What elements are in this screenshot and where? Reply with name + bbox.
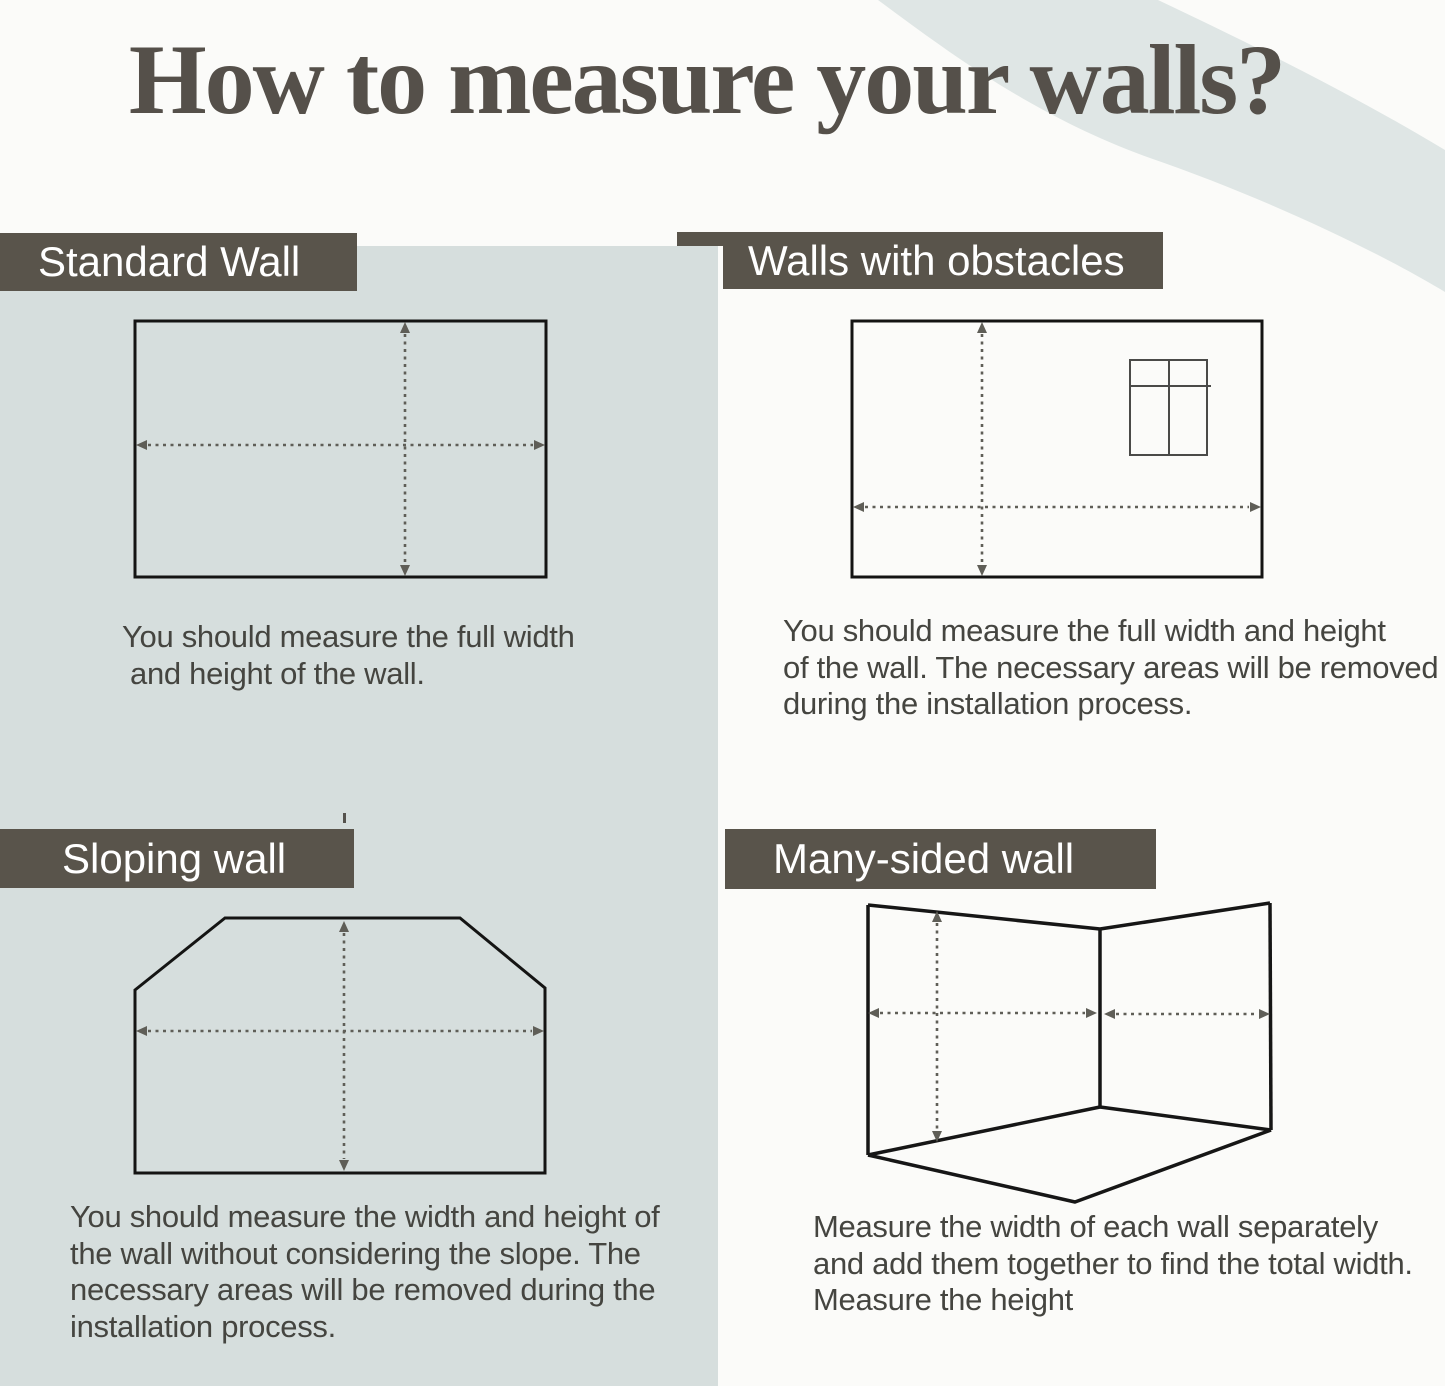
- width-arrow-icon: [136, 1026, 544, 1036]
- sloping-wall-diagram: [135, 918, 545, 1173]
- width-arrow-icon: [136, 440, 545, 450]
- window-icon: [1130, 360, 1211, 455]
- section-title: Standard Wall: [38, 238, 301, 285]
- section-description-many-sided-wall: [813, 1209, 1413, 1319]
- page-title: How to measure your walls?: [128, 24, 1285, 135]
- section-header-many-sided-wall: [725, 829, 1156, 889]
- standard-wall-diagram: [135, 321, 546, 577]
- wall-outline: [135, 918, 545, 1173]
- section-title: Sloping wall: [62, 834, 287, 882]
- section-header-sloping-wall: [0, 829, 354, 888]
- section-description-sloping-wall: [70, 1199, 659, 1345]
- stray-mark: [343, 813, 346, 823]
- width-arrow-right-wall-icon: [1104, 1009, 1270, 1019]
- wall-outline: [868, 903, 1271, 1202]
- many-sided-wall-diagram: [868, 903, 1271, 1202]
- obstacle-wall-diagram: [852, 321, 1262, 577]
- section-header-walls-with-obstacles: [723, 232, 1163, 289]
- description-line: You should measure the width and height of: [70, 1199, 660, 1234]
- description-line: Measure the height: [813, 1282, 1073, 1317]
- description-line: You should measure the full width and height: [783, 613, 1386, 648]
- height-arrow-icon: [339, 921, 349, 1171]
- section-header-obstacles-strip: [677, 232, 723, 246]
- description-line: during the installation process.: [783, 686, 1193, 721]
- description-line: necessary areas will be removed during the: [70, 1272, 656, 1307]
- height-arrow-icon: [932, 911, 942, 1142]
- width-arrow-left-wall-icon: [868, 1008, 1097, 1018]
- height-arrow-icon: [400, 322, 410, 576]
- section-description-walls-with-obstacles: [783, 613, 1438, 723]
- description-line: You should measure the full width: [122, 619, 575, 654]
- section-description-standard-wall: [122, 619, 575, 692]
- height-arrow-icon: [977, 322, 987, 576]
- description-line: of the wall. The necessary areas will be removed: [783, 649, 1439, 685]
- section-header-standard-wall: [0, 233, 357, 291]
- section-title: Many-sided wall: [773, 835, 1075, 882]
- description-line: and add them together to find the total width.: [813, 1245, 1413, 1281]
- description-line: and height of the wall.: [130, 655, 425, 691]
- section-title: Walls with obstacles: [748, 236, 1125, 284]
- description-line: the wall without considering the slope. The: [70, 1235, 641, 1271]
- description-line: installation process.: [70, 1308, 336, 1344]
- wall-outline: [135, 321, 546, 577]
- description-line: Measure the width of each wall separately: [813, 1209, 1378, 1244]
- width-arrow-icon: [853, 502, 1261, 512]
